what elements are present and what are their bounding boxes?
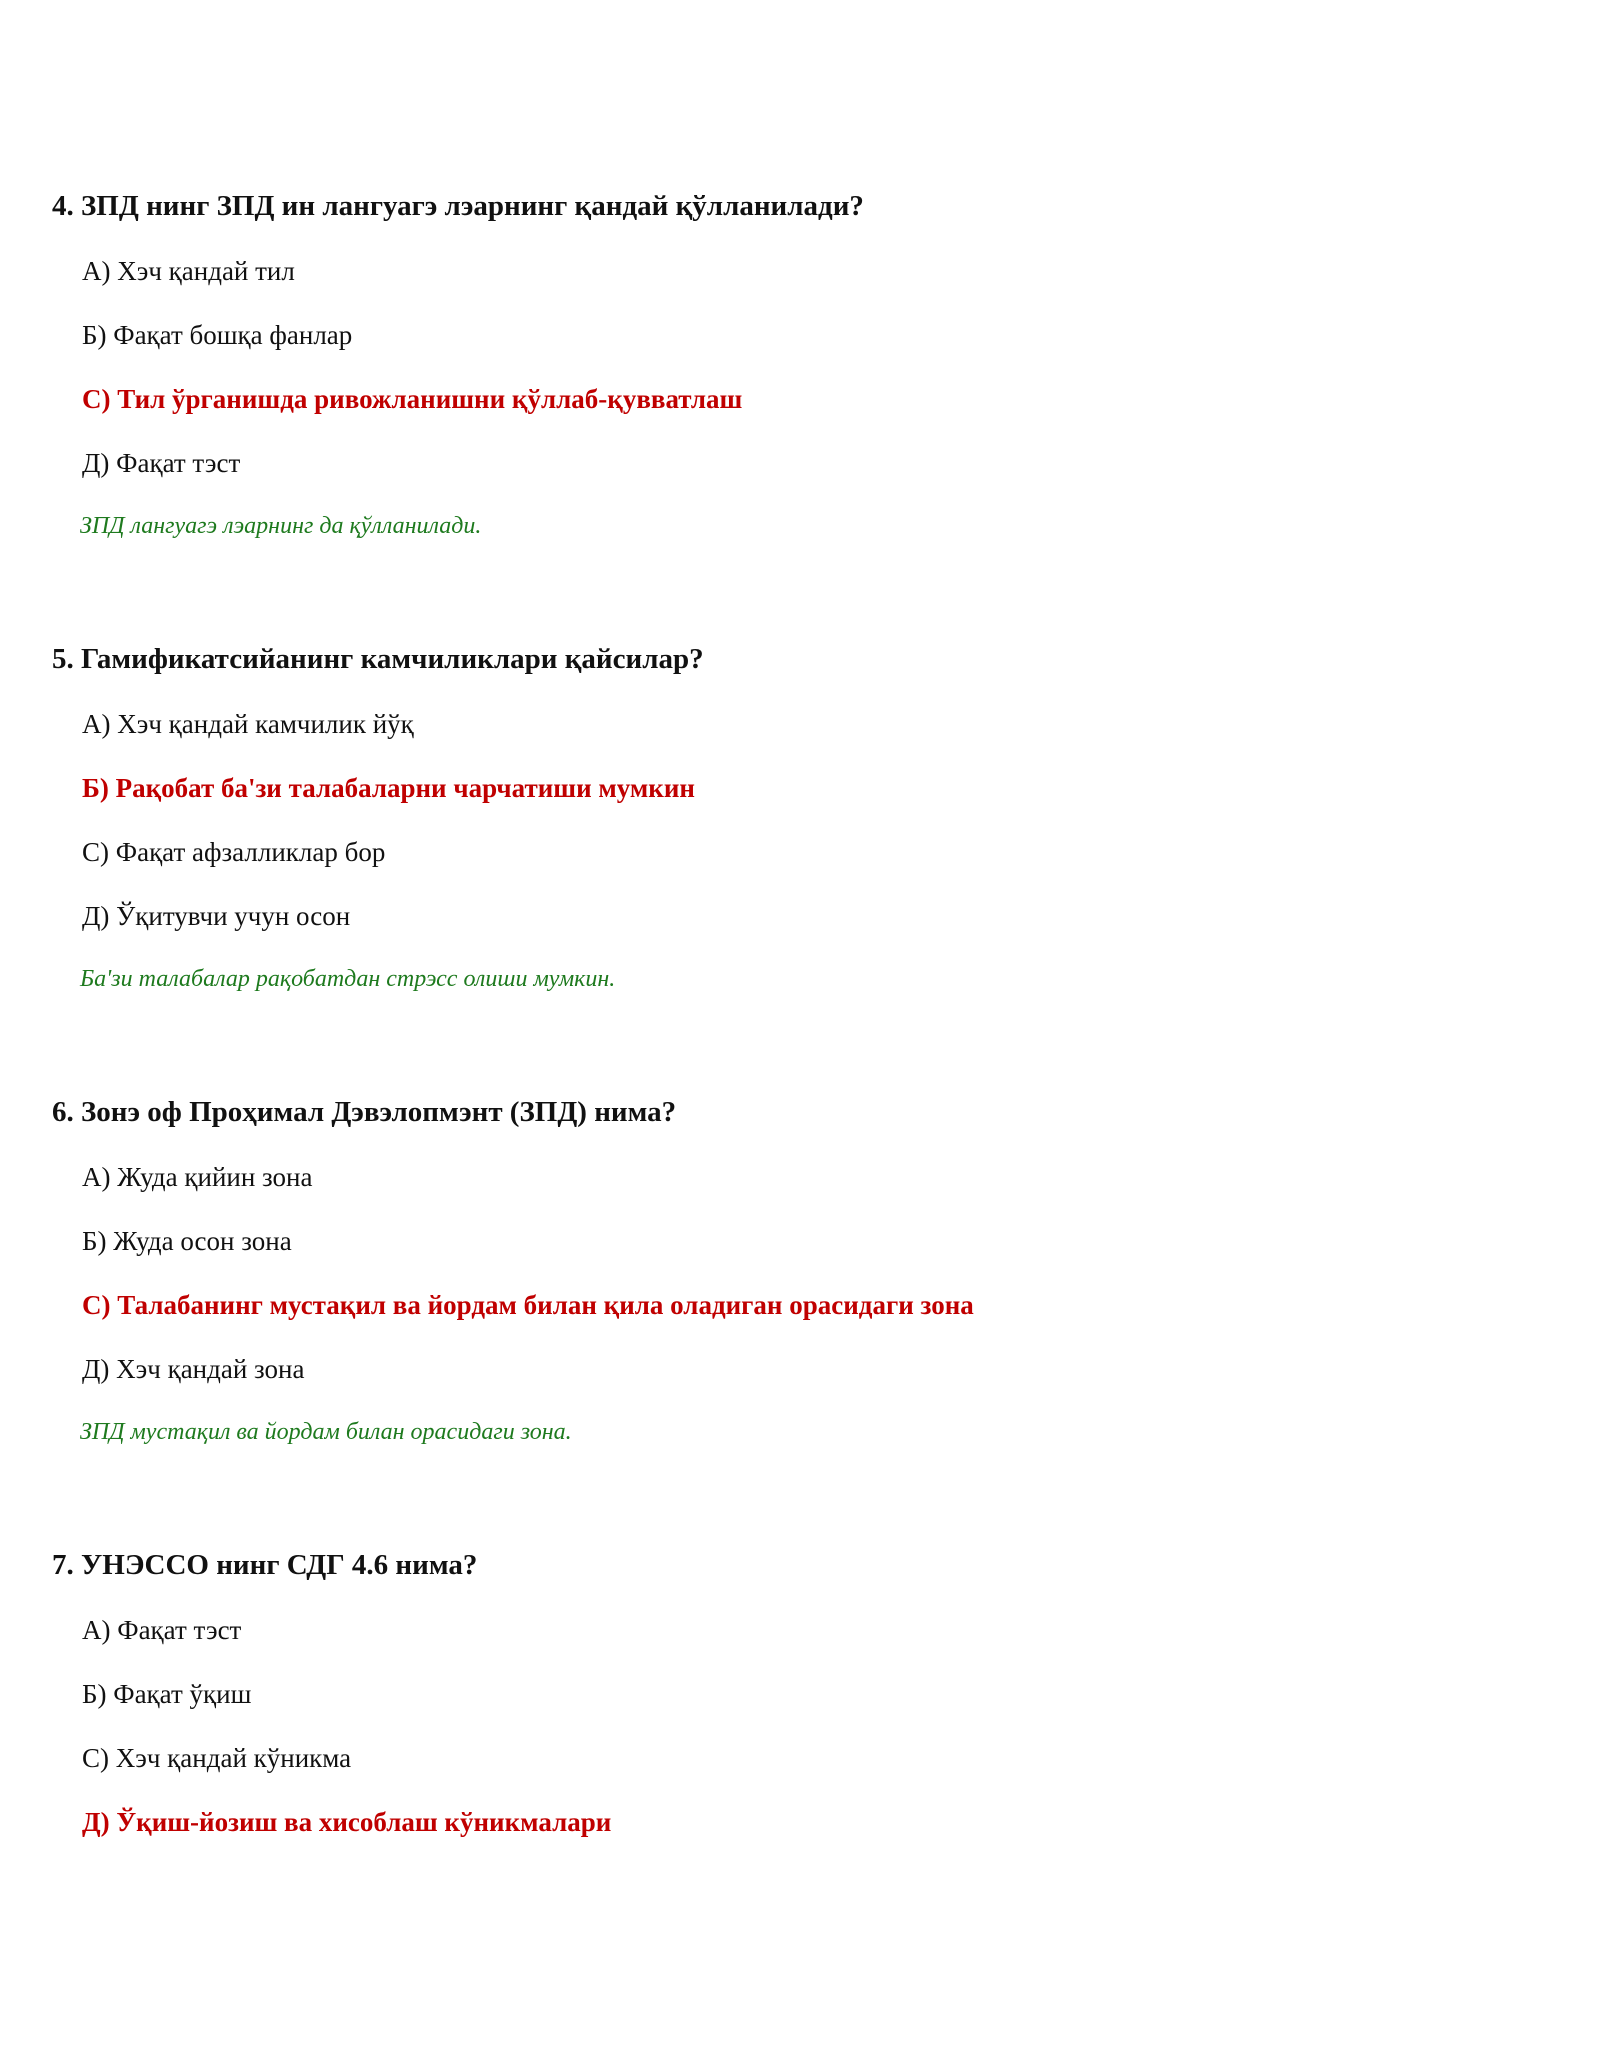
- question-title: 7. УНЭССО нинг СДГ 4.6 нима?: [52, 1549, 478, 1581]
- correct-answer-option-c: С) Тил ўрганишда ривожланишни қўллаб-қувватлаш: [82, 384, 743, 414]
- answer-explanation: ЗПД мустақил ва йордам билан орасидаги зона.: [80, 1419, 572, 1445]
- correct-answer-option-c: С) Талабанинг мустақил ва йордам билан қила оладиган орасидаги зона: [82, 1290, 974, 1320]
- question-4: [52, 189, 1552, 541]
- question-title: 4. ЗПД нинг ЗПД ин лангуагэ лэарнинг қандай қўлланилади?: [52, 190, 864, 222]
- answer-option-a: А) Хэч қандай тил: [82, 256, 295, 286]
- answer-option-c: С) Хэч қандай кўникма: [82, 1743, 352, 1773]
- question-5: [52, 642, 1552, 994]
- correct-answer-option-b: Б) Рақобат ба'зи талабаларни чарчатиши мумкин: [82, 773, 695, 803]
- answer-option-b: Б) Фақат бошқа фанлар: [82, 320, 353, 350]
- question-title: 6. Зонэ оф Проҳимал Дэвэлопмэнт (ЗПД) нима?: [52, 1096, 677, 1128]
- answer-explanation: ЗПД лангуагэ лэарнинг да қўлланилади.: [80, 513, 482, 539]
- answer-option-d: Д) Фақат тэст: [82, 448, 241, 478]
- answer-option-b: Б) Фақат ўқиш: [82, 1679, 252, 1709]
- question-6: [52, 1095, 1552, 1447]
- question-title: 5. Гамификатсийанинг камчиликлари қайсилар?: [52, 643, 704, 675]
- answer-option-a: А) Жуда қийин зона: [82, 1162, 313, 1192]
- answer-option-c: С) Фақат афзалликлар бор: [82, 837, 386, 867]
- answer-option-d: Д) Ўқитувчи учун осон: [82, 901, 351, 931]
- answer-explanation: Ба'зи талабалар рақобатдан стрэсс олиши мумкин.: [80, 966, 616, 992]
- answer-option-b: Б) Жуда осон зона: [82, 1226, 292, 1256]
- correct-answer-option-d: Д) Ўқиш-йозиш ва хисоблаш кўникмалари: [82, 1807, 612, 1837]
- answer-option-a: А) Фақат тэст: [82, 1615, 242, 1645]
- answer-option-d: Д) Хэч қандай зона: [82, 1354, 305, 1384]
- answer-option-a: А) Хэч қандай камчилик йўқ: [82, 709, 414, 739]
- question-7: [52, 1548, 1552, 1838]
